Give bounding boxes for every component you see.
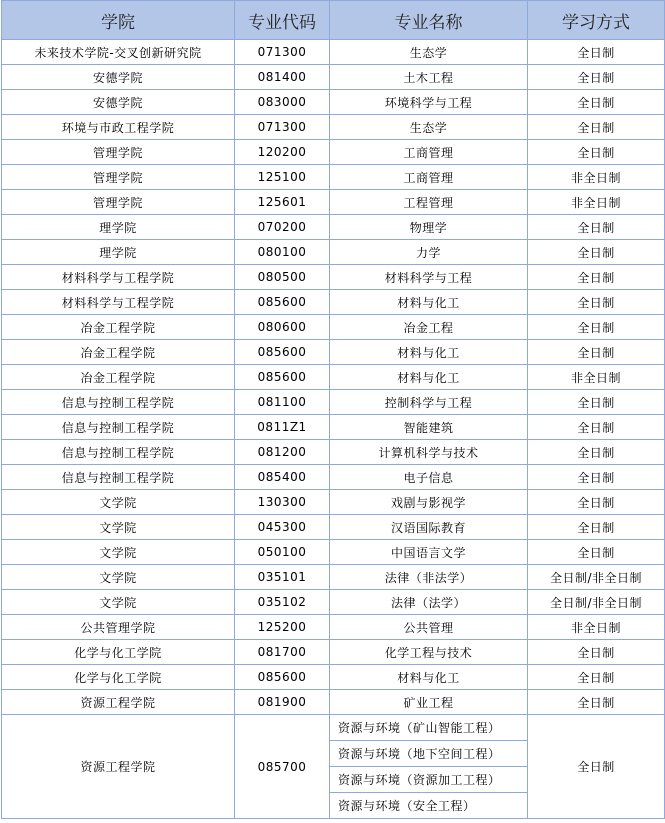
cell-code: 080100 [235, 240, 330, 265]
cell-mode: 非全日制 [528, 190, 665, 215]
cell-major: 中国语言文学 [330, 540, 528, 565]
cell-code: 080600 [235, 315, 330, 340]
table-row [2, 615, 665, 640]
cell-college: 资源工程学院 [2, 690, 235, 715]
table-row [2, 190, 665, 215]
table-row [2, 390, 665, 415]
cell-mode: 全日制 [528, 65, 665, 90]
cell-major: 资源与环境（资源加工工程） [330, 767, 528, 793]
cell-major: 材料与化工 [330, 665, 528, 690]
cell-major: 工程管理 [330, 190, 528, 215]
cell-college: 材料科学与工程学院 [2, 265, 235, 290]
cell-mode: 全日制 [528, 90, 665, 115]
cell-code: 125200 [235, 615, 330, 640]
cell-mode: 全日制 [528, 540, 665, 565]
table-row [2, 340, 665, 365]
cell-code: 085600 [235, 665, 330, 690]
cell-mode: 全日制 [528, 40, 665, 65]
cell-code: 085600 [235, 340, 330, 365]
cell-major: 材料与化工 [330, 365, 528, 390]
cell-college: 环境与市政工程学院 [2, 115, 235, 140]
cell-code: 081400 [235, 65, 330, 90]
cell-college: 化学与化工学院 [2, 665, 235, 690]
cell-mode: 全日制 [528, 715, 665, 819]
cell-major: 力学 [330, 240, 528, 265]
cell-code: 125601 [235, 190, 330, 215]
cell-code: 080500 [235, 265, 330, 290]
cell-college: 文学院 [2, 590, 235, 615]
cell-major: 材料与化工 [330, 340, 528, 365]
table-row [2, 140, 665, 165]
cell-code: 081100 [235, 390, 330, 415]
header-college: 学院 [2, 1, 235, 40]
cell-code: 071300 [235, 115, 330, 140]
cell-major: 法律（非法学） [330, 565, 528, 590]
header-major-name: 专业名称 [330, 1, 528, 40]
cell-code: 081200 [235, 440, 330, 465]
cell-mode: 全日制 [528, 290, 665, 315]
table-row [2, 65, 665, 90]
cell-major: 生态学 [330, 40, 528, 65]
cell-mode: 全日制/非全日制 [528, 590, 665, 615]
cell-college: 文学院 [2, 540, 235, 565]
cell-college: 安德学院 [2, 65, 235, 90]
cell-major: 控制科学与工程 [330, 390, 528, 415]
cell-major: 物理学 [330, 215, 528, 240]
table-row [2, 640, 665, 665]
cell-mode: 全日制 [528, 265, 665, 290]
cell-mode: 全日制 [528, 140, 665, 165]
table-row [2, 165, 665, 190]
table-row [2, 115, 665, 140]
cell-code: 085600 [235, 290, 330, 315]
table-row [2, 40, 665, 65]
cell-major: 冶金工程 [330, 315, 528, 340]
cell-major: 生态学 [330, 115, 528, 140]
cell-college: 文学院 [2, 515, 235, 540]
table-row [2, 665, 665, 690]
cell-code: 070200 [235, 215, 330, 240]
cell-college: 冶金工程学院 [2, 365, 235, 390]
table-row [2, 290, 665, 315]
cell-college: 理学院 [2, 240, 235, 265]
cell-college: 安德学院 [2, 90, 235, 115]
cell-major: 汉语国际教育 [330, 515, 528, 540]
cell-mode: 全日制 [528, 490, 665, 515]
cell-college: 化学与化工学院 [2, 640, 235, 665]
cell-college: 文学院 [2, 565, 235, 590]
cell-major: 矿业工程 [330, 690, 528, 715]
cell-mode: 全日制 [528, 440, 665, 465]
cell-major: 工商管理 [330, 165, 528, 190]
cell-mode: 全日制 [528, 515, 665, 540]
cell-major: 化学工程与技术 [330, 640, 528, 665]
cell-code: 130300 [235, 490, 330, 515]
cell-major: 资源与环境（地下空间工程） [330, 741, 528, 767]
table-row [2, 240, 665, 265]
cell-code: 081900 [235, 690, 330, 715]
cell-major: 公共管理 [330, 615, 528, 640]
cell-major: 材料与化工 [330, 290, 528, 315]
cell-major: 工商管理 [330, 140, 528, 165]
cell-major: 资源与环境（安全工程） [330, 793, 528, 819]
cell-major: 电子信息 [330, 465, 528, 490]
cell-mode: 全日制 [528, 215, 665, 240]
table-row [2, 415, 665, 440]
cell-mode: 全日制 [528, 640, 665, 665]
cell-college: 冶金工程学院 [2, 340, 235, 365]
cell-mode: 非全日制 [528, 165, 665, 190]
cell-code: 0811Z1 [235, 415, 330, 440]
table-row [2, 215, 665, 240]
cell-code: 050100 [235, 540, 330, 565]
table-row [2, 490, 665, 515]
cell-major: 环境科学与工程 [330, 90, 528, 115]
cell-college: 材料科学与工程学院 [2, 290, 235, 315]
cell-college: 信息与控制工程学院 [2, 465, 235, 490]
cell-mode: 全日制 [528, 690, 665, 715]
cell-code: 083000 [235, 90, 330, 115]
cell-college: 管理学院 [2, 165, 235, 190]
cell-college: 冶金工程学院 [2, 315, 235, 340]
cell-mode: 全日制 [528, 315, 665, 340]
cell-mode: 全日制 [528, 465, 665, 490]
table-row [2, 265, 665, 290]
table-row [2, 690, 665, 715]
cell-college: 信息与控制工程学院 [2, 390, 235, 415]
cell-college: 理学院 [2, 215, 235, 240]
cell-college: 管理学院 [2, 140, 235, 165]
header-major-code: 专业代码 [235, 1, 330, 40]
cell-code: 125100 [235, 165, 330, 190]
cell-code: 035102 [235, 590, 330, 615]
cell-college: 信息与控制工程学院 [2, 415, 235, 440]
cell-mode: 全日制 [528, 340, 665, 365]
cell-major: 法律（法学） [330, 590, 528, 615]
header-row [2, 1, 665, 40]
cell-code: 045300 [235, 515, 330, 540]
cell-code: 085600 [235, 365, 330, 390]
cell-mode: 全日制/非全日制 [528, 565, 665, 590]
table-row [2, 515, 665, 540]
table-row [2, 315, 665, 340]
cell-code: 071300 [235, 40, 330, 65]
cell-college: 未来技术学院-交叉创新研究院 [2, 40, 235, 65]
cell-major: 戏剧与影视学 [330, 490, 528, 515]
cell-mode: 非全日制 [528, 615, 665, 640]
table-row [2, 565, 665, 590]
cell-major: 材料科学与工程 [330, 265, 528, 290]
cell-mode: 全日制 [528, 240, 665, 265]
cell-code: 035101 [235, 565, 330, 590]
cell-college: 信息与控制工程学院 [2, 440, 235, 465]
cell-major: 计算机科学与技术 [330, 440, 528, 465]
program-table [1, 0, 665, 819]
table-row [2, 540, 665, 565]
cell-mode: 全日制 [528, 115, 665, 140]
table-row [2, 715, 665, 741]
cell-code: 085400 [235, 465, 330, 490]
cell-mode: 全日制 [528, 390, 665, 415]
cell-college: 公共管理学院 [2, 615, 235, 640]
cell-code: 081700 [235, 640, 330, 665]
cell-code: 120200 [235, 140, 330, 165]
cell-code: 085700 [235, 715, 330, 819]
header-study-mode: 学习方式 [528, 1, 665, 40]
cell-mode: 全日制 [528, 415, 665, 440]
table-row [2, 465, 665, 490]
cell-major: 智能建筑 [330, 415, 528, 440]
cell-major: 土木工程 [330, 65, 528, 90]
table-row [2, 365, 665, 390]
cell-mode: 非全日制 [528, 365, 665, 390]
table-row [2, 440, 665, 465]
table-row [2, 90, 665, 115]
cell-college: 管理学院 [2, 190, 235, 215]
cell-college: 文学院 [2, 490, 235, 515]
table-row [2, 590, 665, 615]
cell-mode: 全日制 [528, 665, 665, 690]
cell-major: 资源与环境（矿山智能工程） [330, 715, 528, 741]
cell-college: 资源工程学院 [2, 715, 235, 819]
